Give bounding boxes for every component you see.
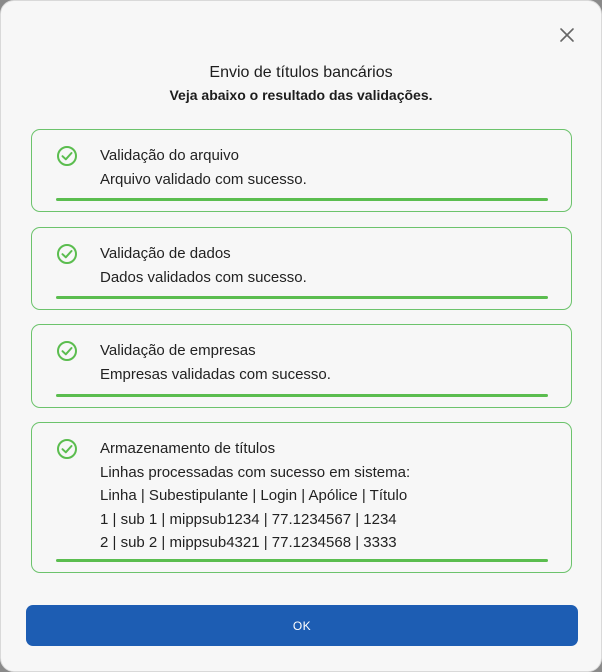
processed-line: 2 | sub 2 | mippsub4321 | 77.1234568 | 3333 [100, 534, 397, 551]
validation-title: Validação de empresas [100, 342, 256, 359]
validation-card-companies [31, 324, 572, 408]
validation-card-data [31, 227, 572, 310]
dialog-title: Envio de títulos bancários [209, 64, 393, 81]
validation-card-file [31, 129, 572, 212]
processed-line: 1 | sub 1 | mippsub1234 | 77.1234567 | 1234 [100, 510, 397, 528]
close-icon[interactable] [555, 23, 579, 47]
progress-bar [56, 394, 548, 397]
check-circle-icon [56, 145, 78, 167]
check-circle-icon [56, 438, 78, 460]
validation-card-storage [31, 422, 572, 573]
validation-title: Armazenamento de títulos [100, 440, 276, 457]
validation-title: Validação de dados [100, 245, 231, 262]
validation-message: Dados validados com sucesso. [100, 268, 307, 286]
progress-bar [56, 198, 548, 201]
validation-title: Validação do arquivo [100, 147, 239, 164]
check-circle-icon [56, 340, 78, 362]
dialog-subtitle: Veja abaixo o resultado das validações. [169, 87, 433, 103]
validation-message: Empresas validadas com sucesso. [100, 365, 331, 383]
progress-bar [56, 559, 548, 562]
dialog-header [1, 63, 601, 105]
validation-message: Linhas processadas com sucesso em sistema: [100, 463, 411, 481]
validation-message: Arquivo validado com sucesso. [100, 170, 307, 188]
ok-button[interactable]: OK [26, 605, 578, 646]
check-circle-icon [56, 243, 78, 265]
processed-line-header: Linha | Subestipulante | Login | Apólice | Título [100, 487, 408, 504]
progress-bar [56, 296, 548, 299]
